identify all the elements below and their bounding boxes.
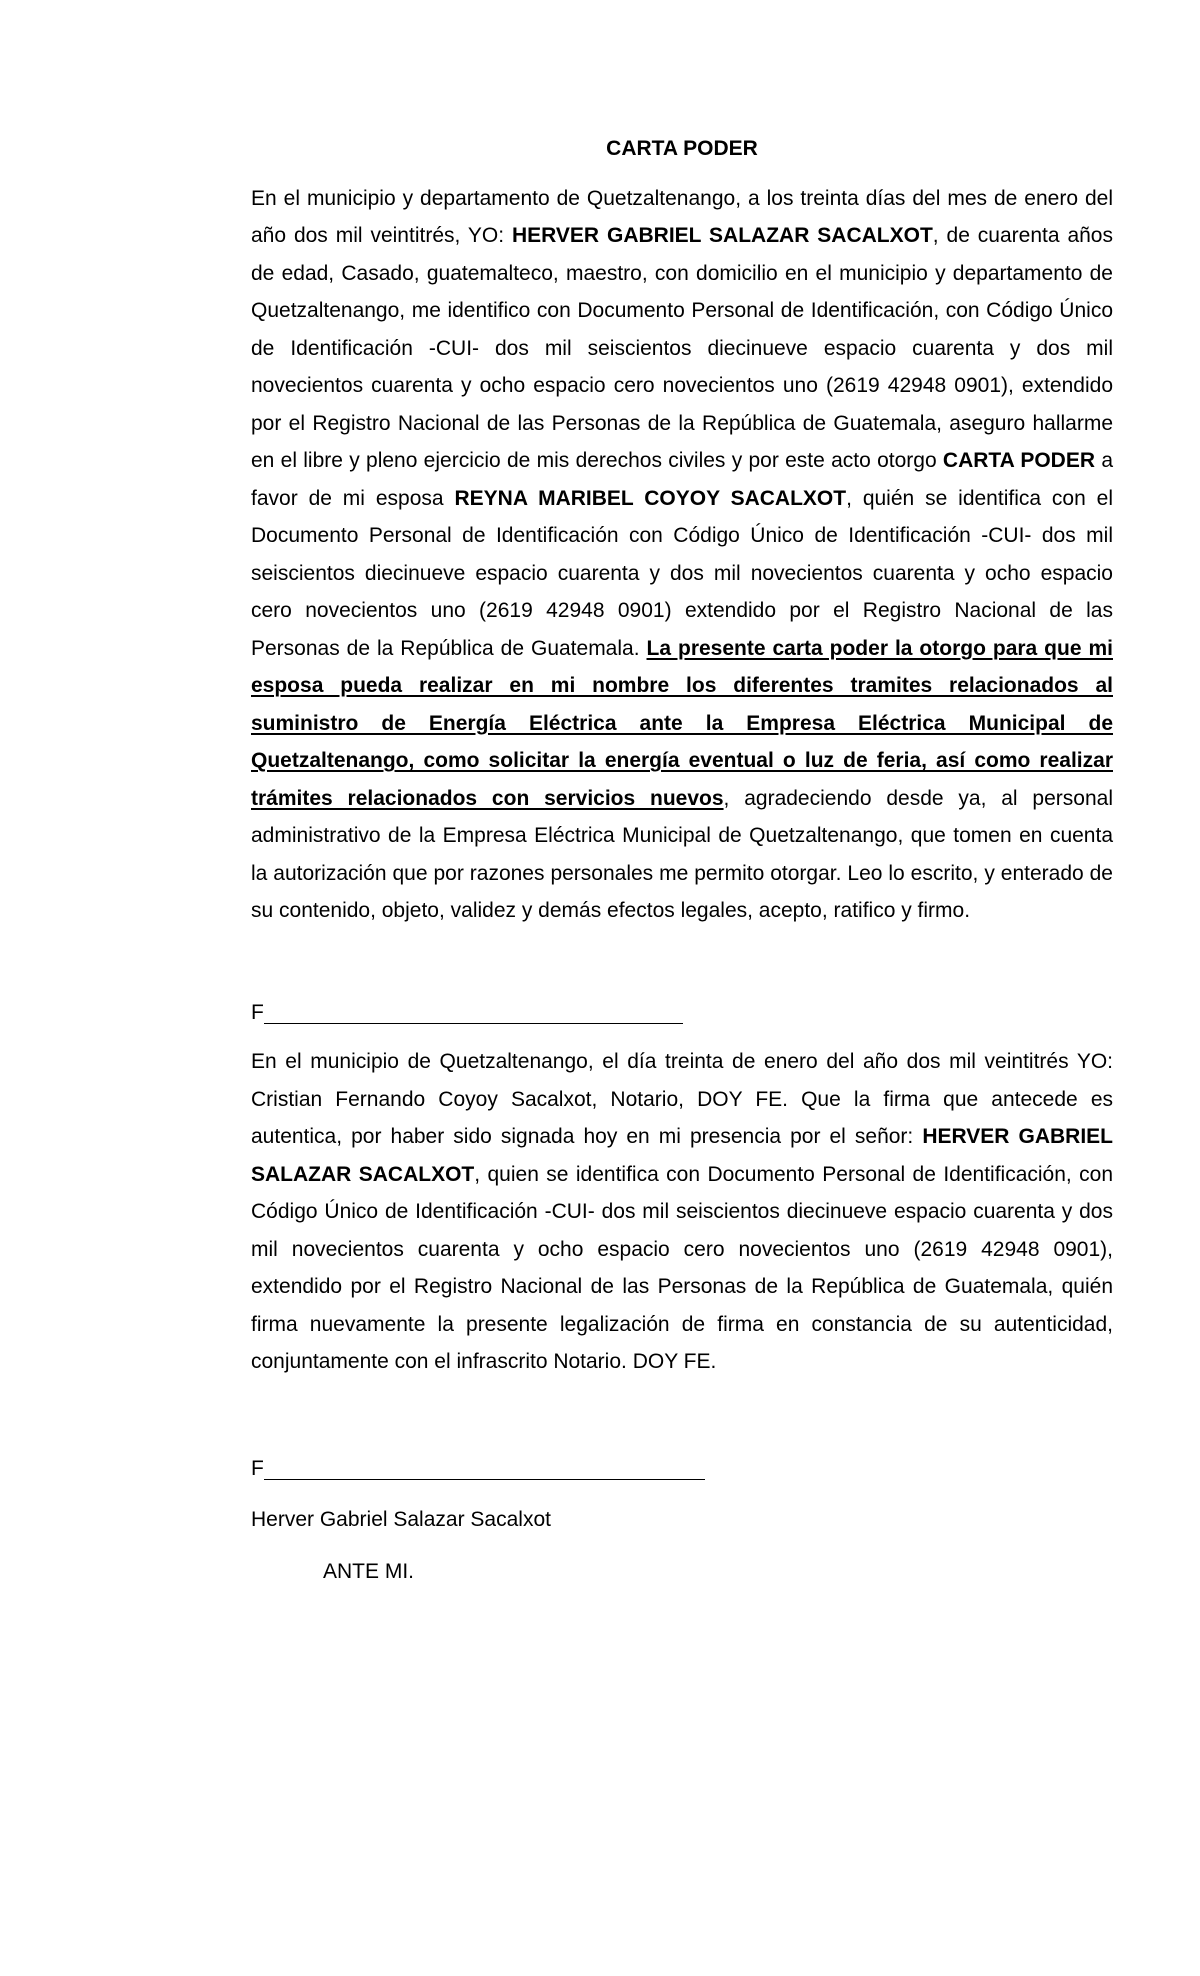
text-run: , agradeciendo desde ya, al personal administrativo de la Empresa Eléctrica Municipal de Quetzaltenango, que tomen en cuenta la autorización que por razones personales me permito otorgar. Leo lo escrito, y enterado de su contenido, objeto, validez y demás efectos legales, acepto, ratifico y firmo. bbox=[251, 786, 1113, 922]
text-run: a favor de mi esposa bbox=[251, 449, 1113, 510]
ante-mi-label: ANTE MI. bbox=[323, 1559, 415, 1583]
emphasized-text-run: La presente carta poder la otorgo para que mi esposa pueda realizar en mi nombre los diferentes tramites relacionados al suministro de Energía Eléctrica ante la Empresa Eléctrica Municipal de Quetzaltenango, como solicitar la energía eventual o luz de feria, así como realizar trámites relacionados con servicios nuevos bbox=[251, 636, 1113, 810]
bold-text-run: HERVER GABRIEL SALAZAR SACALXOT bbox=[511, 224, 933, 247]
bold-text-run: CARTA PODER bbox=[942, 449, 1096, 472]
signer-name: Herver Gabriel Salazar Sacalxot bbox=[251, 1508, 551, 1531]
text-run: , quien se identifica con Documento Personal de Identificación, con Código Único de Identificación -CUI- dos mil seiscientos diecinueve espacio cuarenta y dos mil novecientos cuarenta y ocho espacio cero novecientos uno (2619 42948 0901), extendido por el Registro Nacional de las Personas de la República de Guatemala, quién firma nuevamente la presente legalización de firma en constancia de su autenticidad, conjuntamente con el infrascrito Notario. DOY FE. bbox=[251, 1162, 1113, 1373]
text-run: , quién se identifica con el Documento Personal de Identificación con Código Único de Identificación -CUI- dos mil seiscientos diecinueve espacio cuarenta y dos mil novecientos cuarenta y ocho espacio cero novecientos uno (2619 42948 0901) extendido por el Registro Nacional de las Personas de la República de Guatemala. bbox=[251, 486, 1114, 660]
bold-text-run: HERVER GABRIEL SALAZAR SACALXOT bbox=[251, 1125, 1113, 1186]
text-run: En el municipio de Quetzaltenango, el día treinta de enero del año dos mil veintitrés YO: Cristian Fernando Coyoy Sacalxot, Notario, DOY FE. Que la firma que antecede es autentica, por haber sido signada hoy en mi presencia por el señor: bbox=[251, 1050, 1113, 1148]
signature-line-legalization bbox=[251, 1450, 1113, 1488]
power-of-attorney-paragraph bbox=[251, 180, 1113, 930]
notary-legalization-paragraph bbox=[251, 1043, 1113, 1381]
signature-line-grantor bbox=[251, 994, 1113, 1032]
signature-prefix: F bbox=[251, 1000, 264, 1024]
document-title: CARTA PODER bbox=[606, 137, 758, 160]
text-run: En el municipio y departamento de Quetzaltenango, a los treinta días del mes de enero del año dos mil veintitrés, YO: bbox=[251, 186, 1113, 247]
signature-underline bbox=[264, 993, 683, 1024]
signature-underline bbox=[264, 1449, 705, 1480]
bold-text-run: REYNA MARIBEL COYOY SACALXOT bbox=[454, 486, 847, 510]
text-run: , de cuarenta años de edad, Casado, guatemalteco, maestro, con domicilio en el municipio y departamento de Quetzaltenango, me identifico con Documento Personal de Identificación, con Código Único de Identificación -CUI- dos mil seiscientos diecinueve espacio cuarenta y dos mil novecientos cuarenta y ocho espacio cero novecientos uno (2619 42948 0901), extendido por el Registro Nacional de las Personas de la República de Guatemala, aseguro hallarme en el libre y pleno ejercicio de mis derechos civiles y por este acto otorgo bbox=[251, 224, 1113, 472]
signature-prefix: F bbox=[251, 1456, 264, 1480]
document-body bbox=[251, 130, 1113, 1590]
